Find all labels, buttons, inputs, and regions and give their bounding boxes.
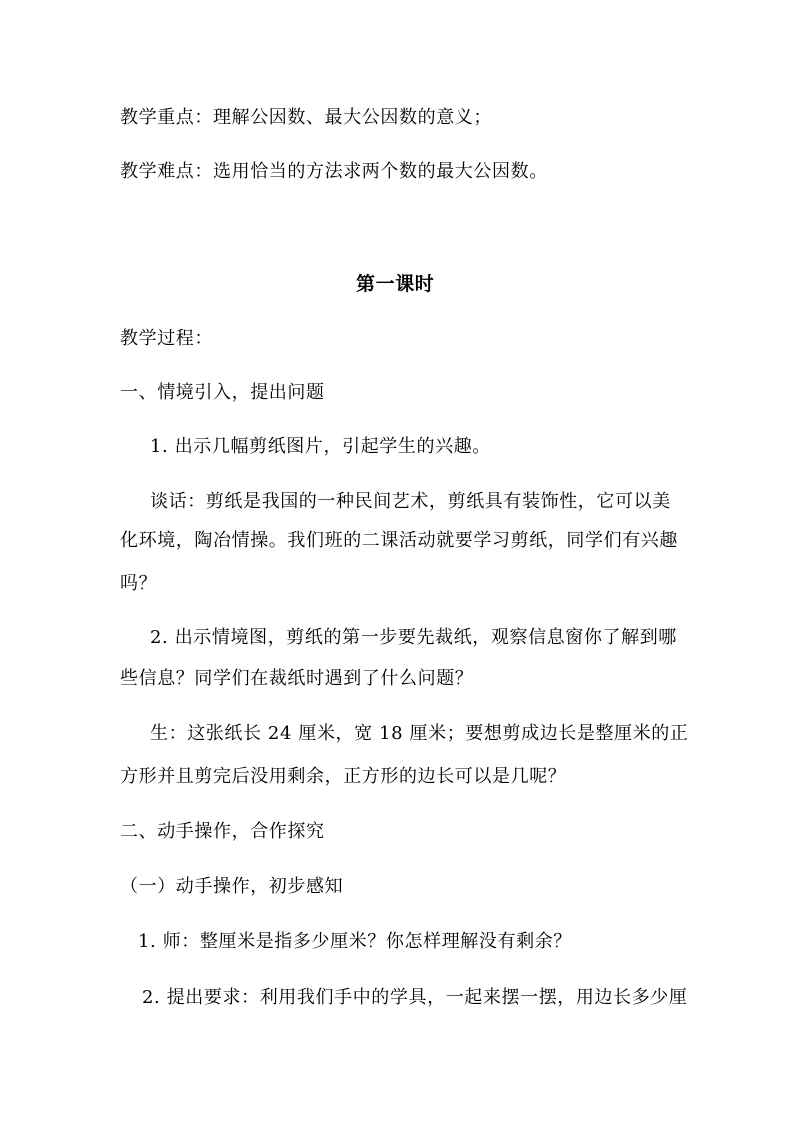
section1-heading: 一、情境引入，提出问题 — [120, 382, 325, 403]
item2-line-2: 些信息？同学们在裁纸时遇到了什么问题？ — [120, 668, 474, 689]
key-point-line: 教学重点：理解公因数、最大公因数的意义； — [120, 107, 492, 128]
lesson-title: 第一课时 — [356, 273, 435, 295]
difficulty-line: 教学难点：选用恰当的方法求两个数的最大公因数。 — [120, 161, 548, 182]
talk-line-3: 吗？ — [120, 573, 158, 594]
step2-text: 2. 提出要求：利用我们手中的学具，一起来摆一摆，用边长多少厘 — [142, 987, 688, 1008]
step1-text: 1. 师：整厘米是指多少厘米？你怎样理解没有剩余？ — [138, 931, 572, 952]
process-label: 教学过程： — [120, 328, 213, 349]
section2-heading: 二、动手操作，合作探究 — [120, 821, 325, 842]
item1-text: 1. 出示几幅剪纸图片，引起学生的兴趣。 — [150, 436, 491, 457]
talk-line-2: 化环境，陶冶情操。我们班的二课活动就要学习剪纸，同学们有兴趣 — [120, 530, 678, 551]
subsection1-heading: （一）动手操作，初步感知 — [120, 876, 344, 897]
student-line-2: 方形并且剪完后没用剩余，正方形的边长可以是几呢？ — [120, 766, 567, 787]
item2-line-1: 2. 出示情境图，剪纸的第一步要先裁纸，观察信息窗你了解到哪 — [150, 627, 677, 648]
talk-line-1: 谈话：剪纸是我国的一种民间艺术，剪纸具有装饰性，它可以美 — [150, 491, 671, 512]
student-line-1: 生：这张纸长 24 厘米，宽 18 厘米；要想剪成边长是整厘米的正 — [150, 723, 689, 744]
